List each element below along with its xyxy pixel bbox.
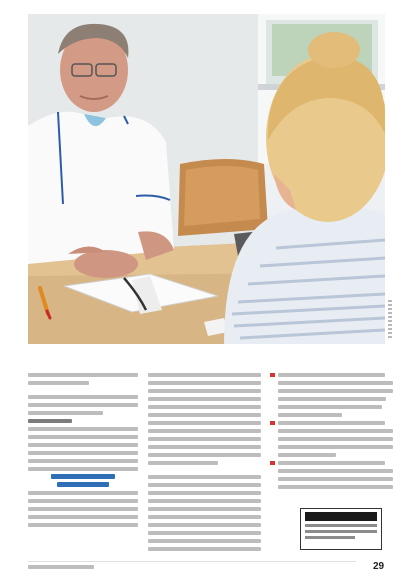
photo-credit (388, 300, 392, 340)
bullet-list (270, 373, 385, 489)
article-paragraph (28, 491, 138, 527)
list-item (270, 373, 385, 377)
footer-divider (28, 561, 356, 562)
footer-masthead (28, 565, 94, 569)
list-item (270, 461, 385, 465)
list-item (270, 421, 385, 425)
bullet-icon (270, 421, 275, 425)
article-paragraph (28, 373, 138, 471)
certification-badge (300, 508, 382, 550)
article-paragraph (148, 373, 261, 551)
bullet-icon (270, 461, 275, 465)
page-number: 29 (373, 561, 385, 572)
text-column-1 (28, 373, 138, 527)
bullet-icon (270, 373, 275, 377)
consultation-photo (28, 14, 385, 344)
badge-title-bar (305, 512, 377, 521)
text-column-3 (270, 373, 385, 489)
text-column-2 (148, 373, 261, 551)
section-heading (28, 474, 138, 487)
